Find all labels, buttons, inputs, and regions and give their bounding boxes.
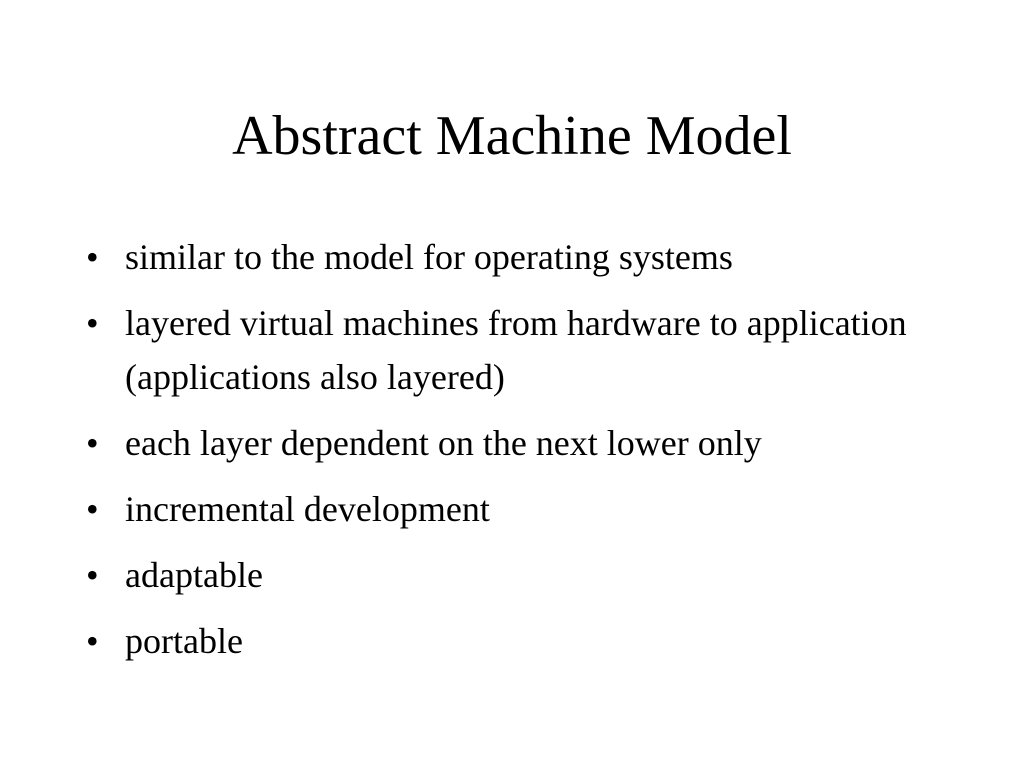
- bullet-dot-icon: •: [86, 423, 99, 463]
- bullet-item: [84, 230, 964, 284]
- slide-title: Abstract Machine Model: [232, 105, 792, 167]
- bullet-item: [84, 296, 964, 404]
- bullet-text: layered virtual machines from hardware to application (applications also layered): [125, 303, 907, 397]
- bullet-text: each layer dependent on the next lower only: [125, 423, 762, 463]
- bullet-dot-icon: •: [86, 303, 99, 343]
- bullet-item: [84, 482, 964, 536]
- bullet-dot-icon: •: [86, 489, 99, 529]
- bullet-item: [84, 416, 964, 470]
- bullet-item: [84, 614, 964, 668]
- bullet-dot-icon: •: [86, 237, 99, 277]
- bullet-item: [84, 548, 964, 602]
- bullet-dot-icon: •: [86, 555, 99, 595]
- bullet-list: [84, 230, 964, 680]
- bullet-dot-icon: •: [86, 621, 99, 661]
- bullet-text: adaptable: [125, 555, 263, 595]
- bullet-text: similar to the model for operating systems: [125, 237, 733, 277]
- bullet-text: portable: [125, 621, 243, 661]
- bullet-text: incremental development: [125, 489, 490, 529]
